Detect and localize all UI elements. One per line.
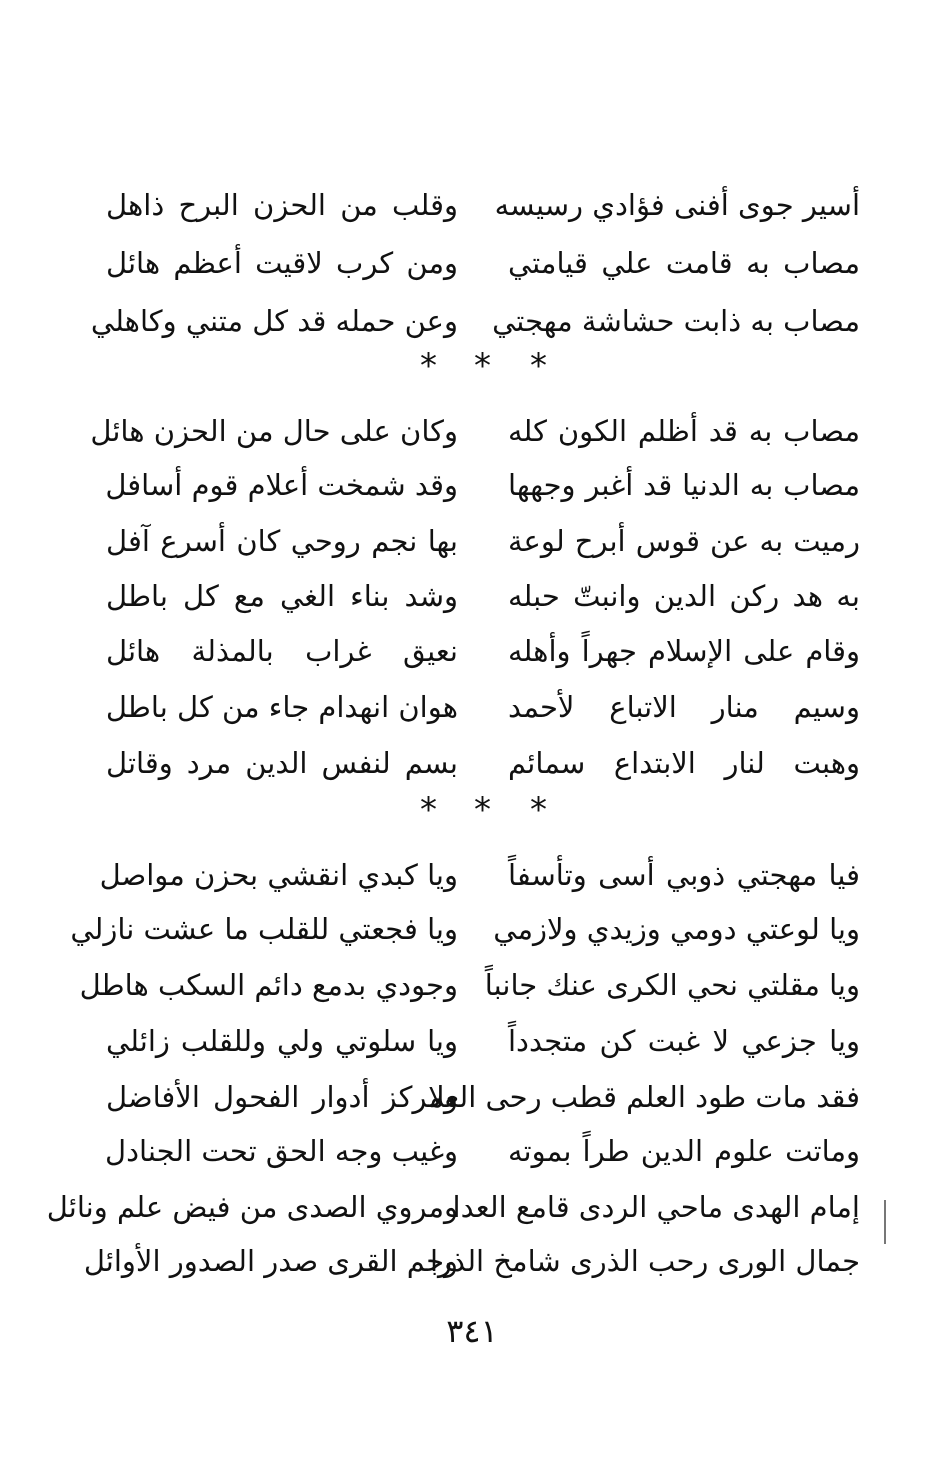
verse-second-hemistich: وقد شمخت أعلام قوم أسافل	[105, 468, 458, 502]
verse-first-hemistich: ويا مقلتي نحي الكرى عنك جانباً	[484, 968, 860, 1002]
separator-star: *	[530, 346, 547, 386]
verse-second-hemistich: وقلب من الحزن البرح ذاهل	[106, 188, 458, 222]
verse	[0, 567, 944, 625]
verse	[0, 456, 944, 514]
page-number: ٣٤١	[446, 1312, 498, 1350]
verse	[0, 622, 944, 680]
verse-second-hemistich: بسم لنفس الدين مرد وقاتل	[106, 746, 458, 780]
verse-first-hemistich: أسير جوى أفنى فؤادي رسيسه	[494, 188, 860, 222]
verse-second-hemistich: هوان انهدام جاء من كل باطل	[105, 690, 458, 724]
verse-second-hemistich: ويا سلوتي ولي وللقلب زائلي	[106, 1024, 458, 1058]
stanza-separator	[0, 790, 944, 830]
verse	[0, 176, 944, 234]
separator-star: *	[420, 346, 437, 386]
verse-first-hemistich: فيا مهجتي ذوبي أسى وتأسفاً	[508, 858, 860, 892]
verse-second-hemistich: وشد بناء الغي مع كل باطل	[106, 579, 458, 613]
verse	[0, 1122, 944, 1180]
verse-first-hemistich: ويا جزعي لا غبت كن متجدداً	[508, 1024, 860, 1058]
stanza-separator	[0, 346, 944, 386]
verse-second-hemistich: ومركز أدوار الفحول الأفاضل	[106, 1080, 458, 1114]
verse	[0, 402, 944, 460]
verse	[0, 956, 944, 1014]
verse-first-hemistich: مصاب به الدنيا قد أغبر وجهها	[508, 468, 860, 502]
verse-first-hemistich: ويا لوعتي دومي وزيدي ولازمي	[493, 912, 860, 946]
verse-second-hemistich: ومن كرب لاقيت أعظم هائل	[106, 246, 458, 280]
separator-star: *	[530, 790, 547, 830]
verse	[0, 678, 944, 736]
verse-first-hemistich: فقد مات طود العلم قطب رحى العلا	[428, 1080, 860, 1114]
verse-first-hemistich: مصاب به قامت علي قيامتي	[508, 246, 860, 280]
verse-second-hemistich: نعيق غراب بالمذلة هائل	[106, 634, 458, 668]
verse	[0, 512, 944, 570]
verse-second-hemistich: بها نجم روحي كان أسرع آفل	[106, 524, 458, 558]
verse	[0, 1232, 944, 1290]
verse	[0, 234, 944, 292]
verse-second-hemistich: وجودي بدمع دائم السكب هاطل	[79, 968, 458, 1002]
verse	[0, 846, 944, 904]
verse-first-hemistich: مصاب به ذابت حشاشة مهجتي	[492, 304, 860, 338]
verse-second-hemistich: وجم القرى صدر الصدور الأوائل	[83, 1244, 458, 1278]
verse-second-hemistich: وعن حمله قد كل متني وكاهلي	[90, 304, 458, 338]
separator-star: *	[474, 346, 491, 386]
verse-first-hemistich: وقام على الإسلام جهراً وأهله	[508, 634, 860, 668]
verse-first-hemistich: رميت به عن قوس أبرح لوعة	[508, 524, 860, 558]
separator-star: *	[420, 790, 437, 830]
verse-second-hemistich: ويا فجعتي للقلب ما عشت نازلي	[70, 912, 458, 946]
verse-second-hemistich: وكان على حال من الحزن هائل	[90, 414, 458, 448]
verse	[0, 1068, 944, 1126]
verse-first-hemistich: وسيم منار الاتباع لأحمد	[508, 690, 860, 724]
verse-first-hemistich: مصاب به قد أظلم الكون كله	[508, 414, 860, 448]
verse	[0, 1012, 944, 1070]
verse-first-hemistich: به هد ركن الدين وانبتّ حبله	[508, 579, 860, 613]
separator-star: *	[474, 790, 491, 830]
verse	[0, 900, 944, 958]
verse-first-hemistich: جمال الورى رحب الذرى شامخ الذرا	[429, 1244, 860, 1278]
verse-second-hemistich: وغيب وجه الحق تحت الجنادل	[105, 1134, 458, 1168]
verse-first-hemistich: إمام الهدى ماحي الردى قامع العدا	[452, 1190, 860, 1224]
verse-first-hemistich: وهبت لنار الابتداع سمائم	[508, 746, 860, 780]
verse-second-hemistich: ومروي الصدى من فيض علم ونائل	[46, 1190, 458, 1224]
verse	[0, 292, 944, 350]
verse-first-hemistich: وماتت علوم الدين طراً بموته	[508, 1134, 860, 1168]
verse-second-hemistich: ويا كبدي انقشي بحزن مواصل	[99, 858, 458, 892]
margin-mark	[884, 1200, 886, 1244]
verse	[0, 734, 944, 792]
verse	[0, 1178, 944, 1236]
